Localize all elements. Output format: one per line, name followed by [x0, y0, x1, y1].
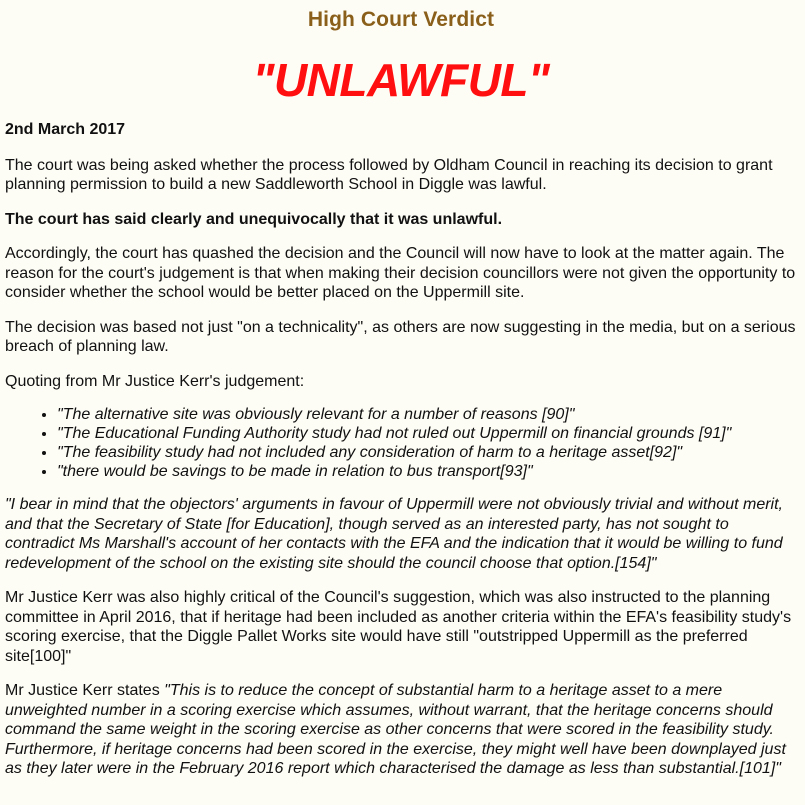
headline: "UNLAWFUL" — [252, 54, 550, 106]
kerr-states-quote: "This is to reduce the concept of substantial harm to a heritage asset to a mere unweighted number in a scoring exercise which assumes, without warrant, that the heritage concerns should command the same weight in the scoring exercise as other concerns that were scored in the feasibility study. Furthermore, if heritage concerns had been scored in the exercise, they might well have been downplayed just as they later were in the February 2016 report which characterised the damage as less than substantial.[101]" — [5, 682, 786, 777]
judgement-quote-list — [5, 405, 797, 481]
list-item: • "The alternative site was obviously relevant for a number of reasons [90]" — [57, 405, 797, 424]
article-date: 2nd March 2017 — [5, 121, 126, 138]
kerr-states-lead: Mr Justice Kerr states — [5, 682, 165, 699]
quote-intro: Quoting from Mr Justice Kerr's judgement: — [5, 372, 305, 390]
paragraph-verdict: The court has said clearly and unequivocally that it was unlawful. — [5, 210, 503, 228]
kicker-heading: High Court Verdict — [307, 8, 495, 31]
paragraph-critical: Mr Justice Kerr was also highly critical of the Council's suggestion, which was also instructed to the planning committee in April 2016, that if heritage had been included as another criteria within the EFA's feasibility study's scoring exercise, that the Diggle Pallet Works site would have still "outstripped Uppermill as the preferred site[100]" — [5, 589, 792, 665]
list-item: • "The feasibility study had not included any consideration of harm to a heritage asset[92]" — [57, 443, 797, 462]
paragraph-kerr-states — [5, 681, 797, 779]
list-item: • "The Educational Funding Authority study had not ruled out Uppermill on financial grounds [91]" — [57, 424, 797, 443]
list-item: • "there would be savings to be made in relation to bus transport[93]" — [57, 462, 797, 481]
block-quote: "I bear in mind that the objectors' arguments in favour of Uppermill were not obviously trivial and without merit, and that the Secretary of State [for Education], though served as an interested party, has not sought to contradict Ms Marshall's account of her contacts with the EFA and the indication that it would be willing to fund redevelopment of the school on the existing site should the council choose that option.[154]" — [5, 496, 783, 572]
paragraph-technicality: The decision was based not just "on a technicality", as others are now suggesting in the media, but on a serious breach of planning law. — [5, 318, 796, 355]
paragraph-court-question: The court was being asked whether the process followed by Oldham Council in reaching its decision to grant planning permission to build a new Saddleworth School in Diggle was lawful. — [5, 156, 773, 193]
paragraph-quashed: Accordingly, the court has quashed the decision and the Council will now have to look at the matter again. The reason for the court's judgement is that when making their decision councillors were not given the opportunity to consider whether the school would be better placed on the Uppermill site. — [5, 245, 796, 301]
